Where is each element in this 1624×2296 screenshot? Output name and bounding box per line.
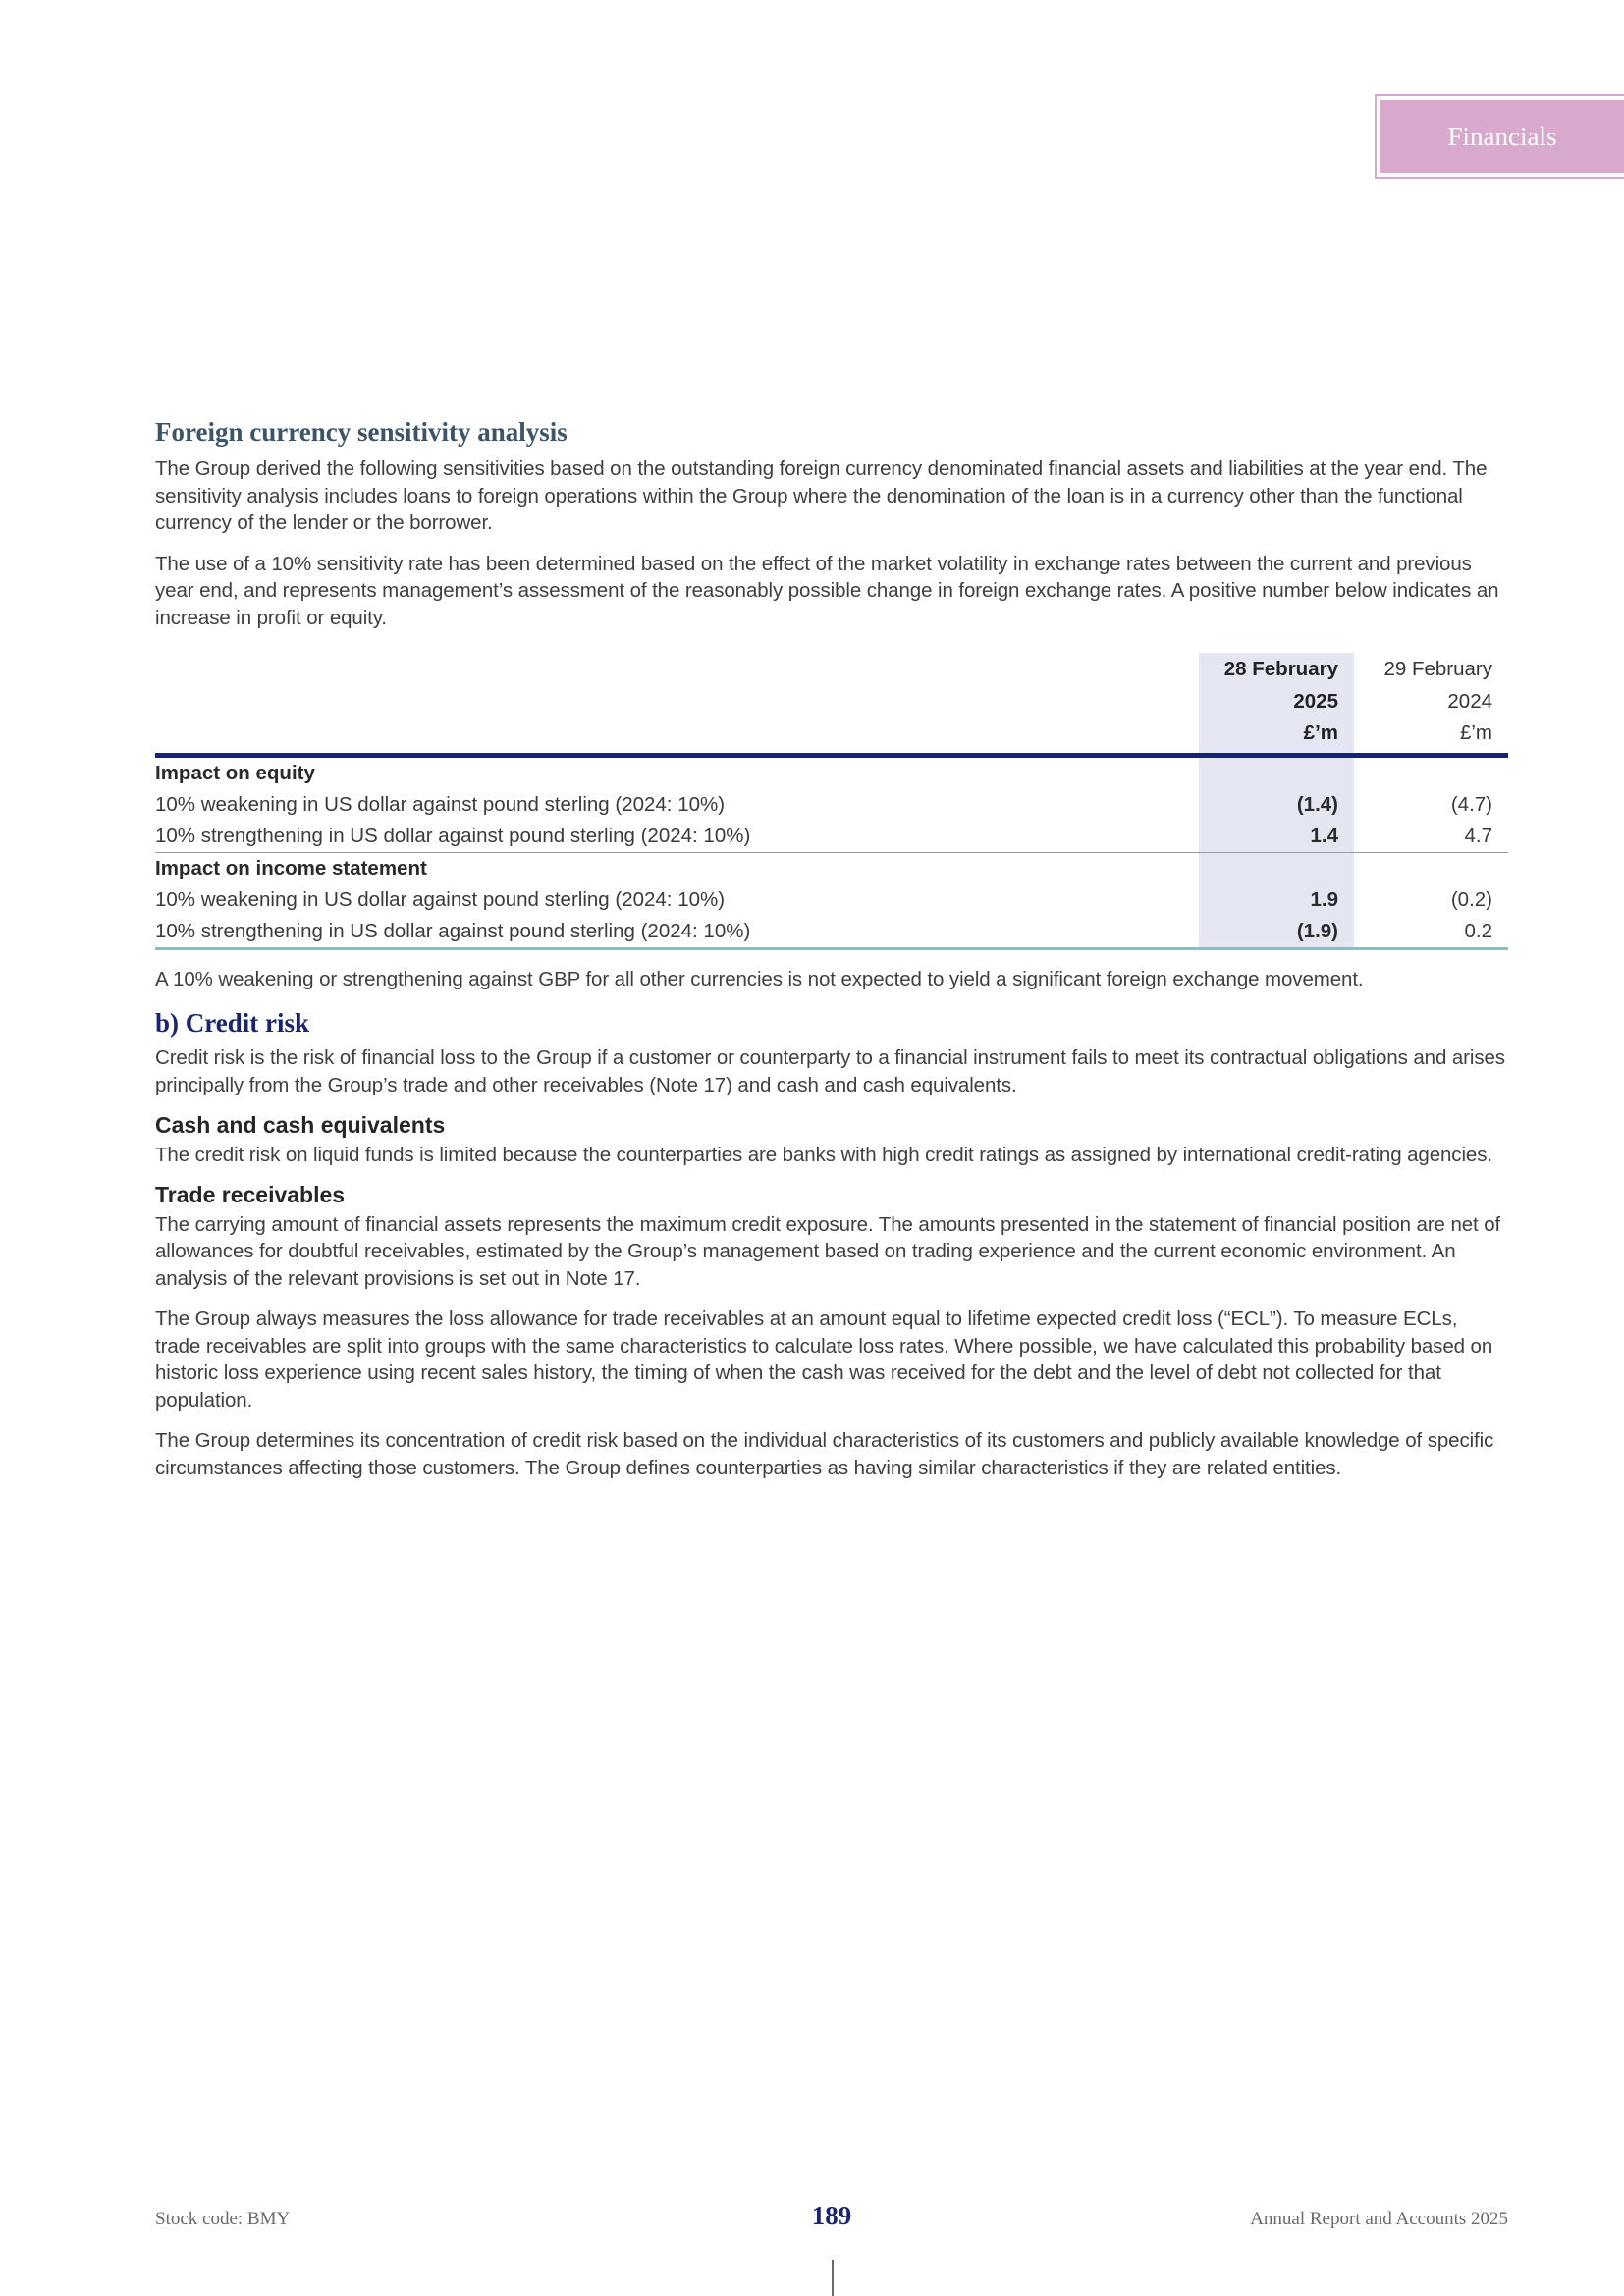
section-tab-label: Financials bbox=[1380, 100, 1624, 173]
table-row bbox=[155, 884, 1508, 916]
cash-equivalents-heading: Cash and cash equivalents bbox=[155, 1112, 446, 1139]
footer-divider-tick bbox=[832, 2260, 834, 2296]
page-number: 189 bbox=[811, 2201, 852, 2230]
value-2025: (1.9) bbox=[1296, 920, 1338, 943]
table-header-row-1 bbox=[155, 653, 1508, 685]
value-2025: (1.4) bbox=[1296, 792, 1338, 816]
trade-receivables-heading: Trade receivables bbox=[155, 1182, 346, 1208]
row-label: 10% strengthening in US dollar against pound sterling (2024: 10%) bbox=[155, 824, 751, 847]
credit-risk-intro: Credit risk is the risk of financial loss to the Group if a customer or counterparty to a financial instrument fails to meet its contractual obligations and arises principally from the Group’s trade and other receivables (Note 17) and cash and cash equivalents. bbox=[155, 1046, 1505, 1096]
page-footer bbox=[155, 2201, 1508, 2240]
fx-other-currencies-note: A 10% weakening or strengthening against GBP for all other currencies is not expected to yield a significant foreign exchange movement. bbox=[155, 968, 1364, 991]
fx-sensitivity-table bbox=[155, 653, 1508, 950]
row-label: 10% weakening in US dollar against pound sterling (2024: 10%) bbox=[155, 792, 726, 816]
cash-equivalents-text: The credit risk on liquid funds is limited because the counterparties are banks with high credit ratings as assigned by international credit-rating agencies. bbox=[155, 1143, 1492, 1166]
group-label-income-statement: Impact on income statement bbox=[155, 857, 427, 881]
row-label: 10% strengthening in US dollar against pound sterling (2024: 10%) bbox=[155, 920, 751, 943]
stock-code: Stock code: BMY bbox=[155, 2209, 291, 2229]
table-header-row-2 bbox=[155, 685, 1508, 718]
group-label-equity: Impact on equity bbox=[155, 761, 315, 784]
table-row bbox=[155, 821, 1508, 852]
group-label-row bbox=[155, 758, 1508, 789]
header-2024-line2: 2024 bbox=[1447, 689, 1492, 713]
value-2024: (0.2) bbox=[1450, 888, 1492, 912]
report-title: Annual Report and Accounts 2025 bbox=[1250, 2209, 1508, 2229]
fx-paragraph-1: The Group derived the following sensitivities based on the outstanding foreign currency denominated financial assets and liabilities at the year end. The sensitivity analysis includes loans to foreign operations within the Group where the denomination of the loan is in a currency other than the functional currency of the lender or the borrower. bbox=[155, 457, 1488, 535]
value-2024: 0.2 bbox=[1464, 920, 1492, 943]
header-2024-line1: 29 February bbox=[1383, 658, 1492, 681]
table-row bbox=[155, 789, 1508, 821]
value-2024: (4.7) bbox=[1450, 792, 1492, 816]
header-2025-line1: 28 February bbox=[1223, 658, 1338, 681]
page-content bbox=[155, 416, 1508, 1495]
trade-receivables-paragraph-3: The Group determines its concentration of credit risk based on the individual characteristics of its customers and publicly available knowledge of specific circumstances affecting those customers. The Group defines counterparties as having similar characteristics if they are related entities. bbox=[155, 1429, 1494, 1479]
fx-sensitivity-heading: Foreign currency sensitivity analysis bbox=[155, 417, 568, 447]
section-tab bbox=[1375, 94, 1624, 179]
trade-receivables-paragraph-2: The Group always measures the loss allowance for trade receivables at an amount equal to lifetime expected credit loss (“ECL”). To measure ECLs, trade receivables are split into groups with the same characteristics to calculate loss rates. Where possible, we have calculated this probability based on historic loss experience using recent sales history, the timing of when the cash was received for the debt and the level of debt not collected for that population. bbox=[155, 1308, 1493, 1412]
table-row bbox=[155, 916, 1508, 947]
header-2024-unit: £’m bbox=[1459, 721, 1492, 745]
trade-receivables-paragraph-1: The carrying amount of financial assets represents the maximum credit exposure. The amounts presented in the statement of financial position are net of allowances for doubtful receivables, estimated by the Group’s management based on trading experience and the current economic environment. An analysis of the relevant provisions is set out in Note 17. bbox=[155, 1212, 1501, 1290]
value-2025: 1.9 bbox=[1310, 888, 1338, 912]
header-2025-line2: 2025 bbox=[1293, 689, 1338, 713]
value-2024: 4.7 bbox=[1464, 824, 1492, 847]
table-header-row-3 bbox=[155, 717, 1508, 749]
credit-risk-heading: b) Credit risk bbox=[155, 1007, 310, 1038]
table-bottom-rule bbox=[155, 947, 1508, 950]
row-label: 10% weakening in US dollar against pound sterling (2024: 10%) bbox=[155, 888, 726, 912]
fx-paragraph-2: The use of a 10% sensitivity rate has been determined based on the effect of the market volatility in exchange rates between the current and previous year end, and represents management’s assessment of the reasonably possible change in foreign exchange rates. A positive number below indicates an increase in profit or equity. bbox=[155, 552, 1499, 629]
group-label-row bbox=[155, 853, 1508, 884]
header-2025-unit: £’m bbox=[1303, 721, 1338, 745]
value-2025: 1.4 bbox=[1310, 824, 1338, 847]
